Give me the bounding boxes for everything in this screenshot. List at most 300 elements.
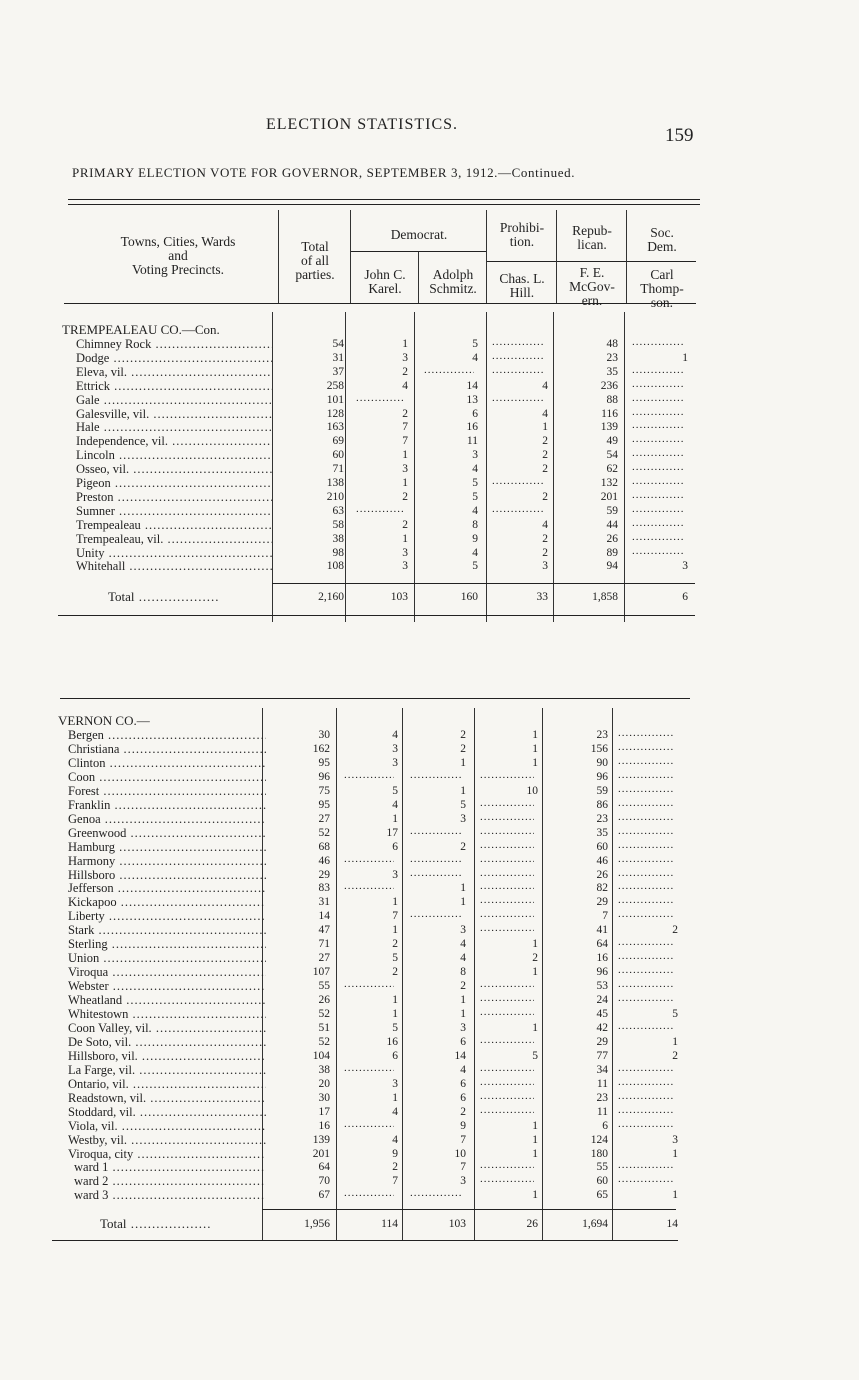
hill-cell: 4 [542, 407, 548, 420]
hill-cell: 3 [542, 560, 548, 573]
schmitz-cell: 4 [472, 546, 478, 559]
column-divider [336, 708, 337, 1240]
header-total: Total of all parties. [295, 239, 335, 282]
row-label: Osseo, vil. ..... [76, 462, 272, 476]
mcgovern-cell: 180 [590, 1147, 608, 1160]
column-divider [345, 312, 346, 622]
thompson-cell-leader [618, 726, 674, 740]
hill-cell-leader [480, 921, 534, 935]
mcgovern-cell: 156 [590, 742, 608, 755]
total-cell: 27 [318, 952, 330, 965]
hill-cell: 2 [542, 435, 548, 448]
total-total-cell: 2,160 [318, 591, 344, 603]
row-label: Union ..... [68, 951, 266, 965]
hill-cell: 1 [532, 938, 538, 951]
hill-cell: 4 [542, 518, 548, 531]
thompson-cell-leader [618, 893, 674, 907]
row-label: Liberty ..... [68, 909, 266, 923]
thompson-cell-leader [618, 949, 674, 963]
karel-cell: 2 [392, 1161, 398, 1174]
karel-cell: 5 [392, 784, 398, 797]
total-cell: 201 [312, 1147, 330, 1160]
schmitz-cell: 6 [460, 1091, 466, 1104]
karel-cell-leader [344, 768, 394, 782]
hill-cell: 1 [532, 1119, 538, 1132]
total-cell: 63 [332, 504, 344, 517]
hill-cell-leader [480, 768, 534, 782]
column-divider [272, 312, 273, 622]
schmitz-cell: 9 [472, 532, 478, 545]
schmitz-cell-leader [410, 907, 462, 921]
thompson-cell-leader [618, 1019, 674, 1033]
total-cell: 70 [318, 1175, 330, 1188]
hill-cell: 2 [532, 952, 538, 965]
row-label: Bergen ..... [68, 728, 266, 742]
header-democrat: Democrat. [390, 227, 448, 242]
thompson-cell-leader [632, 418, 684, 432]
karel-cell: 4 [392, 798, 398, 811]
schmitz-cell: 1 [460, 756, 466, 769]
mcgovern-cell: 116 [601, 407, 618, 420]
total-label: Total ..... [100, 1216, 212, 1232]
total-total-cell: 1,956 [304, 1218, 330, 1230]
schmitz-cell: 2 [460, 1105, 466, 1118]
total-cell: 98 [332, 546, 344, 559]
hill-cell-leader [480, 796, 534, 810]
total-mcgovern-cell: 1,858 [592, 591, 618, 603]
row-label: Independence, vil. ..... [76, 434, 272, 448]
row-label: Jefferson ..... [68, 881, 266, 895]
thompson-cell-leader [632, 502, 684, 516]
total-cell: 47 [318, 924, 330, 937]
row-label: Kickapoo ..... [68, 895, 266, 909]
total-cell: 67 [318, 1189, 330, 1202]
thompson-cell-leader [632, 391, 684, 405]
schmitz-cell: 3 [460, 924, 466, 937]
hill-cell: 1 [532, 756, 538, 769]
hill-cell-leader [492, 474, 544, 488]
hill-cell-leader [480, 977, 534, 991]
hill-cell: 5 [532, 1049, 538, 1062]
row-label: Genoa ..... [68, 812, 266, 826]
total-hill-cell: 26 [526, 1218, 538, 1230]
total-cell: 71 [332, 463, 344, 476]
thompson-cell-leader [632, 446, 684, 460]
subheader-rule [486, 261, 696, 262]
schmitz-cell: 3 [460, 812, 466, 825]
hill-cell-leader [480, 1089, 534, 1103]
schmitz-cell: 8 [472, 518, 478, 531]
hill-cell-leader [480, 1172, 534, 1186]
mcgovern-cell: 60 [596, 840, 608, 853]
hill-cell: 1 [532, 1147, 538, 1160]
schmitz-cell: 5 [472, 560, 478, 573]
mcgovern-cell: 59 [596, 784, 608, 797]
schmitz-cell: 3 [460, 1175, 466, 1188]
schmitz-cell: 10 [454, 1147, 466, 1160]
total-karel-cell: 114 [381, 1218, 398, 1230]
thompson-cell: 2 [672, 924, 678, 937]
hill-cell: 1 [532, 729, 538, 741]
row-label: Hamburg ..... [68, 840, 266, 854]
mcgovern-cell: 35 [596, 826, 608, 839]
total-cell: 101 [326, 393, 344, 406]
total-cell: 31 [332, 351, 344, 364]
karel-cell: 7 [402, 435, 408, 448]
row-label: Greenwood ..... [68, 826, 266, 840]
karel-cell: 1 [392, 994, 398, 1007]
section-top-rule [60, 698, 690, 699]
thompson-cell-leader [632, 377, 684, 391]
karel-cell: 3 [392, 868, 398, 881]
total-cell: 37 [332, 365, 344, 378]
total-rule [272, 583, 695, 584]
schmitz-cell: 6 [460, 1035, 466, 1048]
row-label: Ettrick ..... [76, 379, 272, 393]
total-cell: 95 [318, 756, 330, 769]
schmitz-cell: 5 [472, 338, 478, 350]
mcgovern-cell: 6 [602, 1119, 608, 1132]
hill-cell-leader [480, 1075, 534, 1089]
mcgovern-cell: 34 [596, 1063, 608, 1076]
schmitz-cell-leader [410, 824, 462, 838]
hill-cell-leader [480, 866, 534, 880]
total-cell: 38 [318, 1063, 330, 1076]
column-divider [542, 708, 543, 1240]
thompson-cell: 1 [682, 351, 688, 364]
row-label: La Farge, vil. ..... [68, 1063, 266, 1077]
column-divider [624, 312, 625, 622]
header-republican: Repub- lican. [572, 223, 612, 252]
schmitz-cell: 4 [460, 1063, 466, 1076]
thompson-cell-leader [618, 796, 674, 810]
thompson-cell: 3 [672, 1133, 678, 1146]
schmitz-cell: 1 [460, 882, 466, 895]
row-label: Lincoln ..... [76, 448, 272, 462]
row-label: Unity ..... [76, 546, 272, 560]
mcgovern-cell: 132 [600, 477, 618, 489]
thompson-cell-leader [618, 824, 674, 838]
karel-cell-leader [344, 1186, 394, 1200]
hill-cell: 10 [526, 784, 538, 797]
header-towns: Towns, Cities, Wards and Voting Precincts. [120, 234, 236, 277]
total-cell: 210 [326, 490, 344, 503]
mcgovern-cell: 64 [596, 938, 608, 951]
schmitz-cell: 3 [472, 449, 478, 462]
hill-cell-leader [480, 1005, 534, 1019]
schmitz-cell-leader [410, 1186, 462, 1200]
total-cell: 52 [318, 1035, 330, 1048]
row-label: Stark ..... [68, 923, 266, 937]
schmitz-cell: 4 [472, 351, 478, 364]
schmitz-cell: 14 [466, 379, 478, 392]
hill-cell-leader [480, 1033, 534, 1047]
thompson-cell-leader [618, 1061, 674, 1075]
hill-cell: 2 [542, 449, 548, 462]
header-hill: Chas. L. Hill. [499, 271, 545, 300]
row-label: Trempealeau, vil. ..... [76, 532, 272, 546]
karel-cell: 5 [392, 952, 398, 965]
thompson-cell-leader [632, 363, 684, 377]
total-cell: 55 [318, 980, 330, 993]
mcgovern-cell: 55 [596, 1161, 608, 1174]
hill-cell: 1 [532, 1133, 538, 1146]
schmitz-cell-leader [410, 768, 462, 782]
karel-cell: 3 [392, 742, 398, 755]
hill-cell: 1 [532, 742, 538, 755]
row-label: Stoddard, vil. ..... [68, 1105, 266, 1119]
header-mcgovern: F. E. McGov- ern. [569, 265, 615, 308]
thompson-cell-leader [618, 754, 674, 768]
mcgovern-cell: 23 [606, 351, 618, 364]
karel-cell: 3 [402, 351, 408, 364]
total-cell: 58 [332, 518, 344, 531]
thompson-cell-leader [618, 838, 674, 852]
mcgovern-cell: 46 [596, 854, 608, 867]
karel-cell: 16 [386, 1035, 398, 1048]
thompson-cell-leader [618, 740, 674, 754]
table-title: PRIMARY ELECTION VOTE FOR GOVERNOR, SEPTEMBER 3, 1912.—Continued. [72, 165, 576, 180]
schmitz-cell-leader [410, 866, 462, 880]
total-cell: 96 [318, 770, 330, 783]
row-label: De Soto, vil. ..... [68, 1035, 266, 1049]
thompson-cell-leader [632, 530, 684, 544]
mcgovern-cell: 49 [606, 435, 618, 448]
hill-cell: 2 [542, 532, 548, 545]
schmitz-cell: 2 [460, 840, 466, 853]
schmitz-cell: 7 [460, 1133, 466, 1146]
mcgovern-cell: 35 [606, 365, 618, 378]
row-label: Coon ..... [68, 770, 266, 784]
thompson-cell-leader [618, 991, 674, 1005]
mcgovern-cell: 77 [596, 1049, 608, 1062]
mcgovern-cell: 89 [606, 546, 618, 559]
row-label: Hillsboro, vil. ..... [68, 1049, 266, 1063]
schmitz-cell: 8 [460, 966, 466, 979]
karel-cell: 6 [392, 1049, 398, 1062]
hill-cell-leader [492, 391, 544, 405]
thompson-cell-leader [632, 335, 684, 349]
row-label: Dodge ..... [76, 351, 272, 365]
karel-cell: 1 [402, 532, 408, 545]
header-divider [418, 252, 419, 303]
total-karel-cell: 103 [390, 591, 408, 603]
hill-cell-leader [480, 879, 534, 893]
header-top-rule [68, 199, 700, 200]
karel-cell: 1 [402, 449, 408, 462]
hill-cell: 2 [542, 546, 548, 559]
karel-cell: 1 [392, 924, 398, 937]
total-cell: 17 [318, 1105, 330, 1118]
thompson-cell: 5 [672, 1008, 678, 1020]
total-cell: 95 [318, 798, 330, 811]
schmitz-cell: 5 [472, 490, 478, 503]
karel-cell: 1 [392, 1091, 398, 1104]
total-label: Total ..... [108, 589, 220, 605]
thompson-cell-leader [618, 935, 674, 949]
row-label: Sterling ..... [68, 937, 266, 951]
schmitz-cell: 4 [460, 952, 466, 965]
karel-cell: 2 [392, 966, 398, 979]
karel-cell: 2 [402, 518, 408, 531]
karel-cell: 4 [392, 729, 398, 741]
hill-cell-leader [480, 1158, 534, 1172]
karel-cell-leader [356, 391, 404, 405]
row-label: Westby, vil. ..... [68, 1133, 266, 1147]
thompson-cell-leader [618, 768, 674, 782]
thompson-cell: 2 [672, 1049, 678, 1062]
row-label: Ontario, vil. ..... [68, 1077, 266, 1091]
row-label: Viola, vil. ..... [68, 1119, 266, 1133]
total-thompson-cell: 6 [682, 591, 688, 603]
county-heading: VERNON CO.— [58, 713, 150, 728]
karel-cell: 7 [402, 421, 408, 434]
mcgovern-cell: 24 [596, 994, 608, 1007]
schmitz-cell: 7 [460, 1161, 466, 1174]
hill-cell: 1 [542, 421, 548, 434]
header-prohibition: Prohibi- tion. [499, 220, 545, 249]
header-divider [486, 210, 487, 303]
row-label: Preston ..... [76, 490, 272, 504]
total-cell: 46 [318, 854, 330, 867]
karel-cell: 2 [402, 490, 408, 503]
mcgovern-cell: 7 [602, 910, 608, 923]
hill-cell: 2 [542, 463, 548, 476]
row-label: Galesville, vil. ..... [76, 407, 272, 421]
total-cell: 52 [318, 826, 330, 839]
schmitz-cell: 9 [460, 1119, 466, 1132]
hill-cell-leader [480, 810, 534, 824]
karel-cell: 7 [392, 910, 398, 923]
schmitz-cell: 5 [460, 798, 466, 811]
mcgovern-cell: 45 [596, 1008, 608, 1020]
karel-cell: 1 [392, 812, 398, 825]
thompson-cell-leader [632, 516, 684, 530]
karel-cell-leader [344, 977, 394, 991]
mcgovern-cell: 124 [590, 1133, 608, 1146]
schmitz-cell: 14 [454, 1049, 466, 1062]
mcgovern-cell: 23 [596, 729, 608, 741]
total-cell: 163 [326, 421, 344, 434]
total-cell: 38 [332, 532, 344, 545]
total-cell: 162 [312, 742, 330, 755]
row-label: ward 3 ..... [74, 1188, 266, 1202]
hill-cell-leader [480, 852, 534, 866]
total-mcgovern-cell: 1,694 [582, 1218, 608, 1230]
hill-cell-leader [492, 502, 544, 516]
schmitz-cell: 6 [460, 1077, 466, 1090]
thompson-cell-leader [618, 1075, 674, 1089]
mcgovern-cell: 94 [606, 560, 618, 573]
thompson-cell-leader [618, 782, 674, 796]
karel-cell: 17 [386, 826, 398, 839]
row-label: Christiana ..... [68, 742, 266, 756]
karel-cell: 2 [392, 938, 398, 951]
row-label: Harmony ..... [68, 854, 266, 868]
header-top-rule-2 [68, 204, 700, 205]
thompson-cell: 1 [672, 1189, 678, 1202]
county-heading: TREMPEALEAU CO.—Con. [62, 322, 220, 337]
total-cell: 75 [318, 784, 330, 797]
thompson-cell-leader [618, 866, 674, 880]
total-cell: 71 [318, 938, 330, 951]
thompson-cell: 1 [672, 1035, 678, 1048]
hill-cell-leader [480, 1061, 534, 1075]
mcgovern-cell: 59 [606, 504, 618, 517]
mcgovern-cell: 29 [596, 896, 608, 909]
total-cell: 16 [318, 1119, 330, 1132]
total-cell: 30 [318, 1091, 330, 1104]
mcgovern-cell: 82 [596, 882, 608, 895]
header-karel: John C. Karel. [364, 267, 406, 296]
total-cell: 54 [332, 338, 344, 350]
header-divider [626, 210, 627, 303]
thompson-cell-leader [618, 1158, 674, 1172]
schmitz-cell: 6 [472, 407, 478, 420]
hill-cell-leader [492, 349, 544, 363]
total-schmitz-cell: 103 [448, 1218, 466, 1230]
hill-cell-leader [492, 335, 544, 349]
header-schmitz: Adolph Schmitz. [429, 267, 477, 296]
row-label: Whitestown ..... [68, 1007, 266, 1021]
schmitz-cell: 4 [460, 938, 466, 951]
hill-cell: 1 [532, 1189, 538, 1202]
total-cell: 69 [332, 435, 344, 448]
running-head: ELECTION STATISTICS. [266, 116, 459, 133]
total-cell: 108 [326, 560, 344, 573]
thompson-cell: 1 [672, 1147, 678, 1160]
row-label: Eleva, vil. ..... [76, 365, 272, 379]
schmitz-cell: 1 [460, 1008, 466, 1020]
schmitz-cell: 1 [460, 784, 466, 797]
karel-cell: 3 [392, 756, 398, 769]
karel-cell: 3 [402, 546, 408, 559]
karel-cell: 1 [392, 896, 398, 909]
thompson-cell-leader [618, 879, 674, 893]
schmitz-cell: 16 [466, 421, 478, 434]
karel-cell: 1 [402, 338, 408, 350]
mcgovern-cell: 96 [596, 966, 608, 979]
row-label: Pigeon ..... [76, 476, 272, 490]
row-label: Readstown, vil. ..... [68, 1091, 266, 1105]
karel-cell-leader [344, 1061, 394, 1075]
mcgovern-cell: 62 [606, 463, 618, 476]
header-divider [350, 210, 351, 303]
row-label: Hillsboro ..... [68, 868, 266, 882]
total-cell: 138 [326, 477, 344, 489]
mcgovern-cell: 54 [606, 449, 618, 462]
thompson-cell-leader [632, 460, 684, 474]
mcgovern-cell: 23 [596, 1091, 608, 1104]
schmitz-cell: 13 [466, 393, 478, 406]
total-cell: 30 [318, 729, 330, 741]
hill-cell: 4 [542, 379, 548, 392]
mcgovern-cell: 90 [596, 756, 608, 769]
section-bottom-rule [52, 1240, 678, 1241]
column-divider [414, 312, 415, 622]
thompson-cell-leader [632, 474, 684, 488]
section-bottom-rule [58, 615, 695, 616]
column-divider [553, 312, 554, 622]
row-label: Gale ..... [76, 393, 272, 407]
row-label: Whitehall ..... [76, 559, 272, 573]
schmitz-cell: 1 [460, 896, 466, 909]
thompson-cell-leader [618, 963, 674, 977]
mcgovern-cell: 139 [600, 421, 618, 434]
total-cell: 128 [326, 407, 344, 420]
mcgovern-cell: 26 [596, 868, 608, 881]
schmitz-cell-leader [424, 363, 474, 377]
